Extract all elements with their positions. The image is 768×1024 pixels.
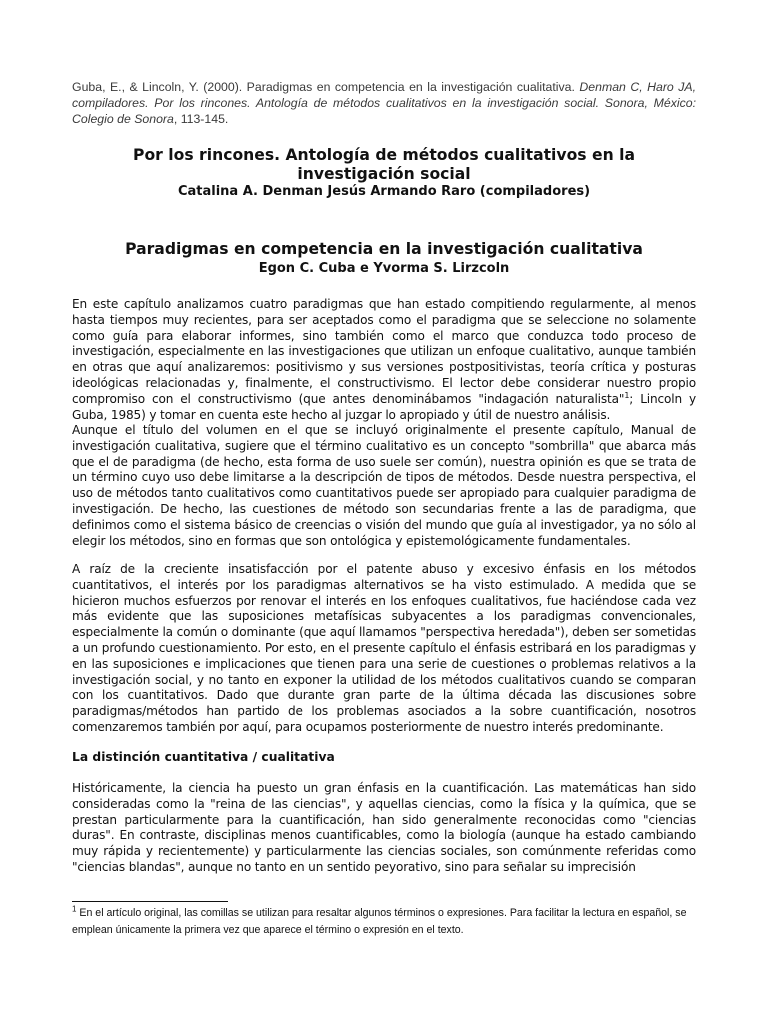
paragraph-intro-text-a: En este capítulo analizamos cuatro paradigmas que han estado compitiendo regularmente, al menos hasta tiempos muy recientes, para ser aceptados como el paradigma que se seleccione no solamente como guía para elaborar informes, sino también como el marco que conduzca todo proceso de investigación, especialmente en las investigaciones que utilizan un enfoque cualitativo, aunque también en otras que aquí analizaremos: positivismo y sus versiones postpositivistas, teoría crítica y posturas ideológicas relacionadas y, finalmente, el constructivismo. El lector debe considerar nuestro propio compromiso con el constructivismo (que antes denominábamos "indagación naturalista" [72, 297, 696, 406]
footnote-divider [72, 901, 228, 902]
section-heading: La distinción cuantitativa / cualitativa [72, 750, 335, 764]
chapter-authors: Egon C. Cuba e Yvorma S. Lirzcoln [258, 261, 510, 276]
paragraph-intro-text-b: ; Lincoln y Guba, 1985) y tomar en cuenta este hecho al juzgar lo apropiado y útil de nuestro análisis. [72, 391, 696, 422]
chapter-title: Paradigmas en competencia en la investigación cualitativa [125, 240, 643, 258]
paragraph-intro [72, 297, 696, 423]
paragraph-3: A raíz de la creciente insatisfacción por el patente abuso y excesivo énfasis en los métodos cuantitativos, el interés por los paradigmas alternativos se ha visto estimulado. A medida que se hicieron muchos esfuerzos por renovar el interés en los enfoques cualitativos, fue haciéndose cada vez más evidente que las suposiciones metafísicas subyacentes a los paradigmas convencionales, especialmente la común o dominante (que aquí llamamos "perspectiva heredada"), deben ser sometidas a un profundo cuestionamiento. Por esto, en el presente capítulo el énfasis estribará en los paradigmas y en las suposiciones e implicaciones que tienen para una serie de cuestiones o problemas relativos a la investigación social, y no tanto en exponer la utilidad de los métodos cualitativos cuando se comparan con los cuantitativos. Dado que durante gran parte de la última década las discusiones sobre paradigmas/métodos han partido de los problemas asociados a la sobre cuantificación, nosotros comenzaremos también por aquí, para ocupamos posteriormente de nuestro interés predominante. [72, 562, 696, 734]
citation-pages: , 113-145. [173, 112, 229, 126]
footnote-reference: 1 [624, 390, 630, 400]
citation-text: Guba, E., & Lincoln, Y. (2000). Paradigmas en competencia en la investigación cualitativa. [72, 80, 580, 94]
paragraph-4: Históricamente, la ciencia ha puesto un gran énfasis en la cuantificación. Las matemáticas han sido consideradas como la "reina de las ciencias", y aquellas ciencias, como la física y la química, que se prestan particularmente para la cuantificación, han sido generalmente reconocidas como "ciencias duras". En contraste, disciplinas menos cuantificables, como la biología (aunque ha estado cambiando muy rápida y recientemente) y particularmente las ciencias sociales, son comúnmente referidas como "ciencias blandas", aunque no tanto en un sentido peyorativo, sino para señalar su imprecisión [72, 781, 696, 874]
citation-source: Denman C, Haro JA, compiladores. Por los rincones. Antología de métodos cualitativos en la investigación social. Sonora, México: Colegio de Sonora [72, 80, 696, 126]
footnote-text: En el artículo original, las comillas se utilizan para resaltar algunos términos o expresiones. Para facilitar la lectura en español, se emplean únicamente la primera vez que aparece el término o expresión en el texto. [72, 907, 687, 936]
paragraph-2: Aunque el título del volumen en el que se incluyó originalmente el presente capítulo, Manual de investigación cualitativa, sugiere que el término cualitativo es un concepto "sombrilla" que abarca más que el de paradigma (de hecho, esta forma de uso suele ser común), nuestra opinión es que se trata de un término cuyo uso debe limitarse a la descripción de tipos de métodos. Desde nuestra perspectiva, el uso de métodos tanto cualitativos como cuantitativos puede ser apropiado para cualquier paradigma de investigación. De hecho, las cuestiones de método son secundarias frente a las de paradigma, que definimos como el sistema básico de creencias o visión del mundo que guía al investigador, ya no sólo al elegir los métodos, sino en formas que son ontológica y epistemológicamente fundamentales. [72, 423, 696, 548]
footnote [72, 905, 696, 939]
book-title: Por los rincones. Antología de métodos cualitativos en la investigación social [133, 146, 635, 183]
citation [72, 79, 696, 127]
footnote-mark: 1 [72, 904, 77, 914]
book-editors: Catalina A. Denman Jesús Armando Raro (compiladores) [177, 184, 591, 199]
